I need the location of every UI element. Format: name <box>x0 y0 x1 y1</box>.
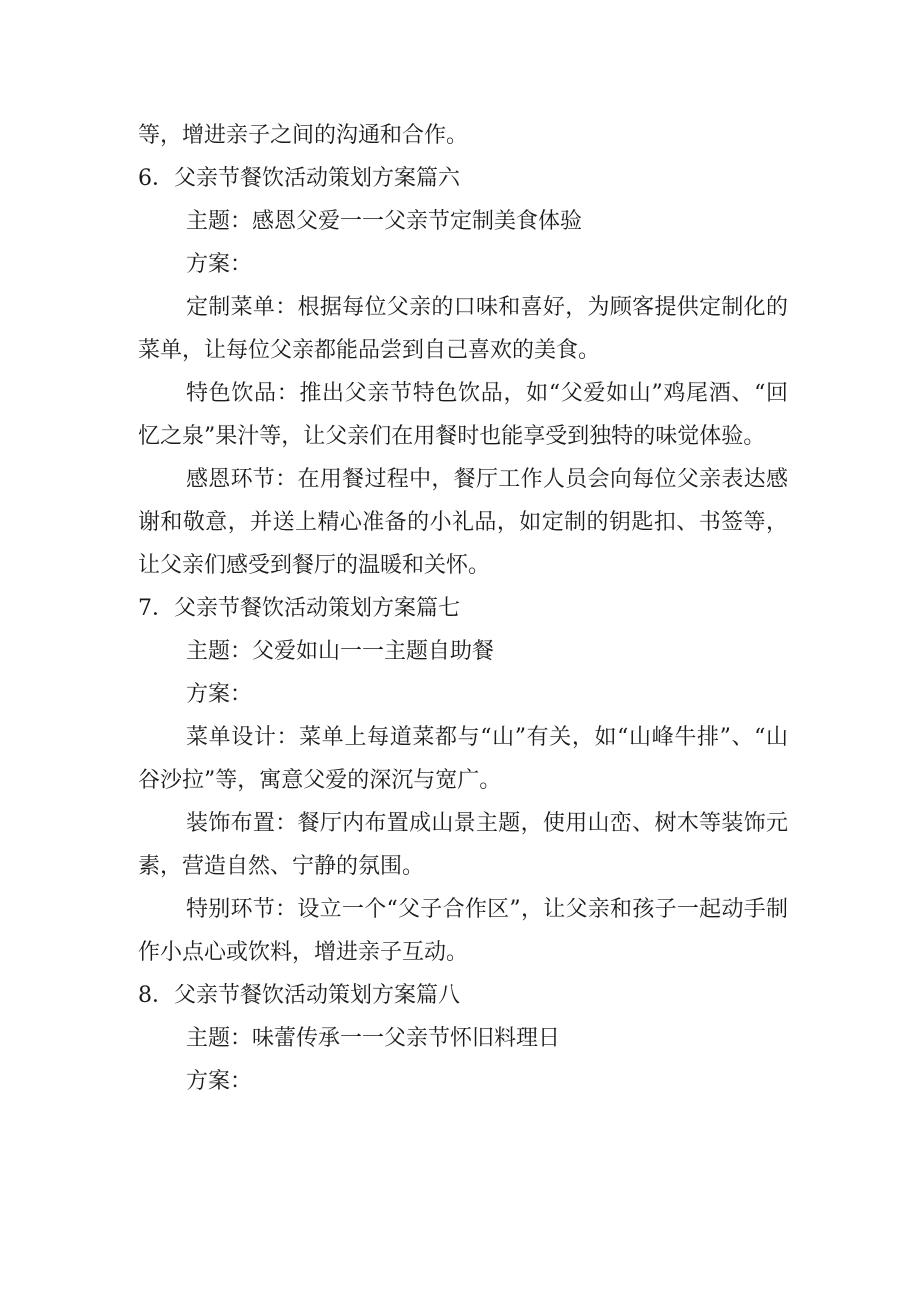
section-7-theme: 主题：父爱如山一一主题自助餐 <box>186 639 495 664</box>
section-7-plan-label: 方案： <box>186 682 253 707</box>
section-6-plan-label: 方案： <box>186 252 253 277</box>
section-7-item-decoration: 装饰布置：餐厅内布置成山景主题，使用山峦、树木等装饰元素，营造自然、宁静的氛围。 <box>138 811 788 879</box>
section-8-plan-label: 方案： <box>186 1069 253 1094</box>
section-6-item-menu: 定制菜单：根据每位父亲的口味和喜好，为顾客提供定制化的菜单，让每位父亲都能品尝到自己喜欢的美食。 <box>138 295 788 363</box>
section-6-heading: 6．父亲节餐饮活动策划方案篇六 <box>138 166 460 191</box>
section-6-theme: 主题：感恩父爱一一父亲节定制美食体验 <box>186 209 583 234</box>
section-8-theme: 主题：味蕾传承一一父亲节怀旧料理日 <box>186 1026 561 1051</box>
section-6-item-drinks: 特色饮品：推出父亲节特色饮品，如“父爱如山”鸡尾酒、“回忆之泉”果汁等，让父亲们在用餐时也能享受到独特的味觉体验。 <box>138 381 788 449</box>
section-7-heading: 7．父亲节餐饮活动策划方案篇七 <box>138 596 460 621</box>
document-body <box>138 114 788 1103</box>
section-8-heading: 8．父亲节餐饮活动策划方案篇八 <box>138 983 460 1008</box>
paragraph-continuation: 等，增进亲子之间的沟通和合作。 <box>138 123 469 148</box>
section-7-item-special: 特别环节：设立一个“父子合作区”，让父亲和孩子一起动手制作小点心或饮料，增进亲子互动。 <box>138 897 788 965</box>
section-7-item-menu: 菜单设计：菜单上每道菜都与“山”有关，如“山峰牛排”、“山谷沙拉”等，寓意父爱的深沉与宽广。 <box>138 725 788 793</box>
section-6-item-gratitude: 感恩环节：在用餐过程中，餐厅工作人员会向每位父亲表达感谢和敬意，并送上精心准备的小礼品，如定制的钥匙扣、书签等，让父亲们感受到餐厅的温暖和关怀。 <box>138 467 788 578</box>
